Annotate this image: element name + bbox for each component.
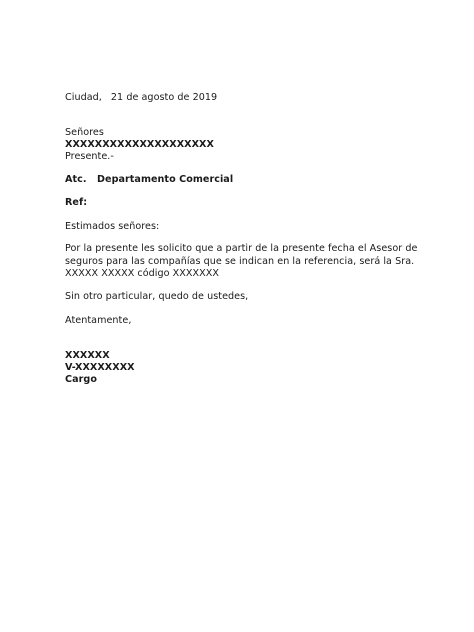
ref-label: Ref: bbox=[65, 197, 88, 208]
recipient-name: XXXXXXXXXXXXXXXXXXXX bbox=[65, 139, 214, 150]
date: 21 de agosto de 2019 bbox=[110, 92, 218, 103]
body-line-1: Por la presente les solicito que a partir de la presente fecha el Asesor de bbox=[65, 243, 418, 254]
signature-id: V-XXXXXXXX bbox=[65, 362, 135, 373]
city: Ciudad, bbox=[65, 92, 102, 103]
signature-role: Cargo bbox=[65, 374, 97, 385]
signature-name: XXXXXX bbox=[65, 350, 110, 361]
recipient-title: Señores bbox=[65, 127, 104, 138]
atc-line bbox=[65, 174, 233, 186]
body-line-3: XXXXX XXXXX código XXXXXXX bbox=[65, 268, 220, 280]
atc-label: Atc. bbox=[65, 174, 87, 185]
closing-line: Sin otro particular, quedo de ustedes, bbox=[65, 291, 249, 302]
body-paragraph bbox=[65, 243, 418, 281]
presente-line: Presente.- bbox=[65, 151, 114, 162]
greeting: Estimados señores: bbox=[65, 221, 160, 232]
atc-value: Departamento Comercial bbox=[97, 174, 234, 185]
city-date-line bbox=[65, 92, 217, 104]
sign-off: Atentamente, bbox=[65, 315, 132, 326]
body-line-2: seguros para las compañías que se indican en la referencia, será la Sra. bbox=[65, 255, 415, 267]
